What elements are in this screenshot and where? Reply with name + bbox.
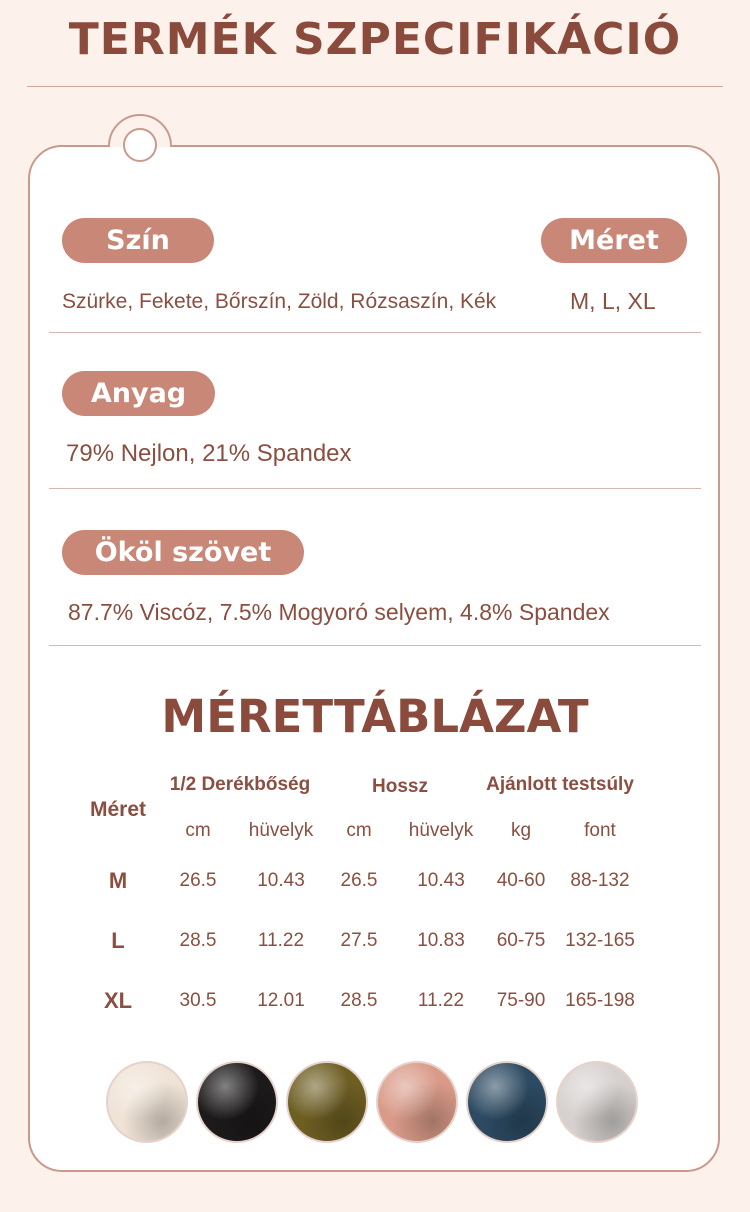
unit-header: cm [346,820,372,841]
color-label-pill [62,218,214,263]
page-title: TERMÉK SZPECIFIKÁCIÓ [68,14,682,65]
swatch-nude[interactable] [106,1061,188,1143]
crotch-value: 87.7% Viscóz, 7.5% Mogyoró selyem, 4.8% Spandex [68,599,610,625]
table-cell: 11.22 [417,990,465,1011]
table-cell: 10.83 [417,930,465,951]
crotch-label-pill [62,530,304,575]
table-cell: 28.5 [340,990,378,1011]
size-row-label: M [108,868,128,893]
swatch-pink[interactable] [376,1061,458,1143]
waist-group-header: 1/2 Derékbőség [169,774,311,795]
table-cell: 165-198 [565,990,635,1011]
color-value: Szürke, Fekete, Bőrszín, Zöld, Rózsaszín, Kék [62,290,497,313]
unit-header: cm [185,820,211,841]
table-cell: 27.5 [340,930,378,951]
material-label: Anyag [90,378,187,409]
card-notch-ring [123,128,157,162]
title-divider [27,86,723,87]
unit-header: font [584,820,616,841]
size-row-label: L [111,928,125,953]
size-column-header: Méret [89,798,147,821]
table-cell: 10.43 [417,870,465,891]
color-label: Szín [106,225,170,256]
weight-group-header: Ajánlott testsúly [486,774,634,795]
swatch-green[interactable] [286,1061,368,1143]
table-cell: 88-132 [570,870,630,891]
crotch-label: Ököl szövet [94,537,272,568]
material-value: 79% Nejlon, 21% Spandex [66,440,352,467]
divider [49,645,701,646]
size-label-pill [541,218,687,263]
size-row-label: XL [103,988,133,1013]
material-label-pill [62,371,215,416]
table-cell: 26.5 [340,870,378,891]
unit-header: hüvelyk [408,820,474,841]
divider [49,332,701,333]
swatch-black[interactable] [196,1061,278,1143]
table-cell: 60-75 [496,930,546,951]
table-cell: 40-60 [496,870,546,891]
table-cell: 28.5 [179,930,217,951]
size-chart-title: MÉRETTÁBLÁZAT [161,690,589,743]
table-cell: 30.5 [179,990,217,1011]
swatch-blue[interactable] [466,1061,548,1143]
divider [49,488,701,489]
length-group-header: Hossz [372,776,428,797]
table-cell: 75-90 [496,990,546,1011]
size-label: Méret [569,225,659,256]
unit-header: hüvelyk [248,820,314,841]
swatch-grey[interactable] [556,1061,638,1143]
table-cell: 12.01 [257,990,305,1011]
table-cell: 11.22 [257,930,305,951]
size-value: M, L, XL [570,288,656,314]
table-cell: 132-165 [565,930,635,951]
table-cell: 10.43 [257,870,305,891]
unit-header: kg [510,820,532,841]
table-cell: 26.5 [179,870,217,891]
